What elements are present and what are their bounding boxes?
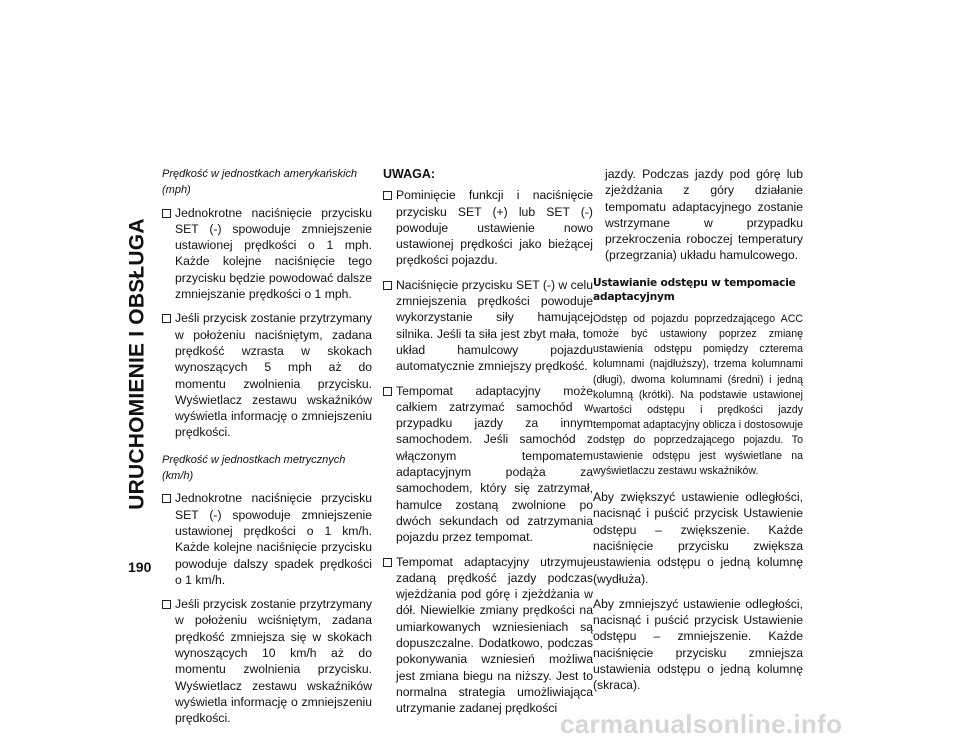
- paragraph-decrease: Aby zmniejszyć ustawienie odległości, nacisnąć i puścić przycisk Ustawienie odstępu – zmniejszenie. Każde naciśnięcie przycisku zmniejsza ustawienia odstępu o jedną kolumnę (skraca).: [593, 596, 803, 693]
- list-item: [383, 383, 593, 546]
- column-1: [162, 166, 372, 735]
- list-item-text: Jednokrotne naciśnięcie przycisku SET (-) spowoduje zmniejszenie ustawionej prędkości o 1 mph. Każde kolejne naciśnięcie tego przycisku będzie powodować dalsze zmniejszanie prędkości o 1 mph.: [175, 205, 372, 302]
- list-item: [383, 554, 593, 717]
- list-item: [383, 277, 593, 375]
- watermark: carmanualsonline.info: [560, 709, 843, 739]
- section-side-title-text: URUCHOMIENIE I OBSŁUGA: [126, 218, 150, 510]
- checkbox-bullet-icon: [383, 281, 392, 290]
- list-item: [162, 310, 372, 440]
- subhead-kmh: Prędkość w jednostkach metrycznych (km/h): [162, 453, 346, 483]
- paragraph-increase: Aby zwiększyć ustawienie odległości, nacisnąć i puścić przycisk Ustawienie odstępu – zwiększenie. Każde naciśnięcie przycisku zwiększa ustawienia odstępu o jedną kolumnę (wydłuża).: [593, 490, 803, 586]
- continued-text: jazdy. Podczas jazdy pod górę lub zjeżdżania z góry działanie tempomatu adaptacyjnego zostanie wstrzymane w przypadku przekroczenia roboczej temperatury (przegrzania) układu hamulcowego.: [605, 167, 803, 263]
- checkbox-bullet-icon: [383, 387, 392, 396]
- list-item: [162, 596, 372, 726]
- note-heading: UWAGA:: [383, 167, 436, 181]
- list-item-text: Jeśli przycisk zostanie przytrzymany w położeniu wciśniętym, zadana prędkość zmniejsza się w skokach wynoszących 10 km/h aż do momentu zwolnienia przycisku. Wyświetlacz zestawu wskaźników wyświetla informację o zmniejszeniu prędkości.: [175, 597, 372, 726]
- checkbox-bullet-icon: [383, 191, 392, 200]
- checkbox-bullet-icon: [383, 558, 392, 567]
- checkbox-bullet-icon: [162, 600, 171, 609]
- list-item-text: Pominięcie funkcji i naciśnięcie przycisku SET (+) lub SET (-) powoduje ustawienie nowo ustawionej prędkości jako bieżącej prędkości pojazdu.: [396, 188, 593, 268]
- list-item-text: Jednokrotne naciśnięcie przycisku SET (-) spowoduje zmniejszenie ustawionej prędkości o 1 km/h. Każde kolejne naciśnięcie przycisku powoduje dalszy spadek prędkości o 1 km/h.: [175, 491, 372, 587]
- list-item: [162, 205, 372, 303]
- checkbox-bullet-icon: [162, 494, 171, 503]
- subhead-mph: Prędkość w jednostkach amerykańskich (mph): [162, 168, 358, 197]
- column-3: [593, 166, 803, 703]
- section-heading: Ustawianie odstępu w tempomacie adaptacyjnym: [593, 276, 796, 303]
- section-side-title: [118, 154, 158, 574]
- checkbox-bullet-icon: [162, 314, 171, 323]
- page-number: 190: [128, 559, 152, 575]
- list-item-text: Tempomat adaptacyjny utrzymuje zadaną prędkość jazdy podczas wjeżdżania pod górę i zjeżdżania w dół. Niewielkie zmiany prędkości na umiarkowanych wzniesieniach są dopuszczalne. Dodatkowo, podczas pokonywania wzniesień możliwa jest zmiana biegu na niższy. Jest to normalna strategia umożliwiająca utrzymanie zadanej prędkości: [396, 554, 593, 716]
- checkbox-bullet-icon: [162, 209, 171, 218]
- list-item: [383, 187, 593, 268]
- intro-paragraph: Odstęp od pojazdu poprzedzającego ACC może być ustawiony poprzez zmianę ustawienia odstępu pomiędzy czterema kolumnami (najdłuższy), trzema kolumnami (długi), dwoma kolumnami (średni) i jedną kolumną (krótki). Na podstawie ustawionej wartości odstępu i prędkości jazdy tempomat adaptacyjny oblicza i dostosowuje odstęp do poprzedzającego pojazdu. To ustawienie odstępu jest wyświetlane na wyświetlaczu zestawu wskaźników.: [593, 312, 803, 477]
- list-item-text: Naciśnięcie przycisku SET (-) w celu zmniejszenia prędkości powoduje wykorzystanie siły hamującej silnika. Jeśli ta siła jest zbyt mała, to układ hamulcowy pojazdu automatycznie zmniejszy prędkość.: [396, 277, 593, 374]
- column-2: [383, 166, 593, 725]
- list-item-text: Tempomat adaptacyjny może całkiem zatrzymać samochód w przypadku jazdy za innym samochodem. Jeśli samochód z włączonym tempomatem adaptacyjnym podąża za samochodem, który się zatrzymał, hamulce zostaną zwolnione po dwóch sekundach od zatrzymania pojazdu przez tempomat.: [396, 383, 593, 545]
- list-item-text: Jeśli przycisk zostanie przytrzymany w położeniu naciśniętym, zadana prędkość wzrasta w skokach wynoszących 5 mph aż do momentu zwolnienia przycisku. Wyświetlacz zestawu wskaźników wyświetla informację o zmniejszeniu prędkości.: [175, 311, 372, 440]
- list-item: [162, 490, 372, 588]
